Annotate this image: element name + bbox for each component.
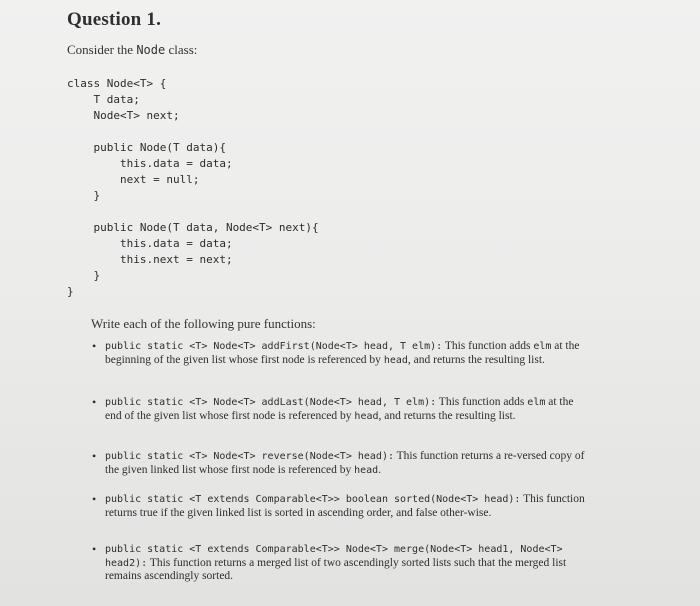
bullet-icon: • [92,492,97,506]
code-ref: elm [533,341,552,352]
bullet-icon: • [92,339,97,353]
code-line: next = null; [67,173,200,186]
question-title: Question 1. [67,9,162,30]
function-description: , and returns the resulting list. [407,353,545,366]
code-line: this.next = next; [67,253,233,266]
function-signature: public static <T> Node<T> reverse(Node<T> head): [105,451,394,462]
code-ref: head [383,354,408,366]
function-description: , and returns the resulting list. [378,409,516,422]
task-instruction: Write each of the following pure functions: [91,316,316,331]
code-line: } [67,269,101,282]
function-description: This function returns a re-versed copy of the given linked list whose first node is referenced by [105,450,585,476]
list-item-addlast [92,396,592,423]
function-description: at the end of the given list whose first node is referenced by [105,396,574,422]
list-item-addfirst [92,340,592,367]
function-signature: public static <T extends Comparable<T>> boolean sorted(Node<T> head): [105,494,521,505]
function-description: This function returns a merged list of two ascendingly sorted lists such that the merged list remains ascendingly sorted. [105,556,567,582]
intro-text [67,42,197,58]
code-ref: head [354,464,379,476]
intro-class-name: Node [136,43,166,57]
list-item-reverse [92,450,592,477]
bullet-icon: • [92,542,97,556]
function-signature: public static <T> Node<T> addLast(Node<T> head, T elm): [105,397,437,408]
code-ref: elm [527,397,546,408]
code-line: public Node(T data, Node<T> next){ [67,221,319,234]
code-line: public Node(T data){ [67,141,226,154]
bullet-icon: • [92,449,97,463]
code-line: Node<T> next; [67,109,180,122]
function-signature: public static <T> Node<T> addFirst(Node<T> head, T elm): [105,341,443,352]
code-ref: head [354,410,379,422]
code-line: this.data = data; [67,157,233,170]
function-description: . [378,463,382,476]
intro-prefix: Consider the [67,42,137,57]
code-line: this.data = data; [67,237,233,250]
function-description: This function adds [436,396,528,408]
code-line: } [67,189,101,202]
code-line: } [67,285,74,298]
list-item-sorted [92,493,592,520]
function-signature: public static <T extends Comparable<T>> Node<T> merge(Node<T> head1, Node<T> head2): [105,544,563,569]
intro-suffix: class: [165,42,198,57]
function-description: This function returns true if the given linked list is sorted in ascending order, and false other-wise. [105,493,585,519]
list-item-merge [92,543,592,584]
code-block [67,76,319,300]
code-line: class Node<T> { [67,77,167,90]
function-description: This function adds [442,340,534,352]
bullet-icon: • [92,395,97,409]
function-description: at the beginning of the given list whose first node is referenced by [105,340,580,366]
code-line: T data; [67,93,140,106]
